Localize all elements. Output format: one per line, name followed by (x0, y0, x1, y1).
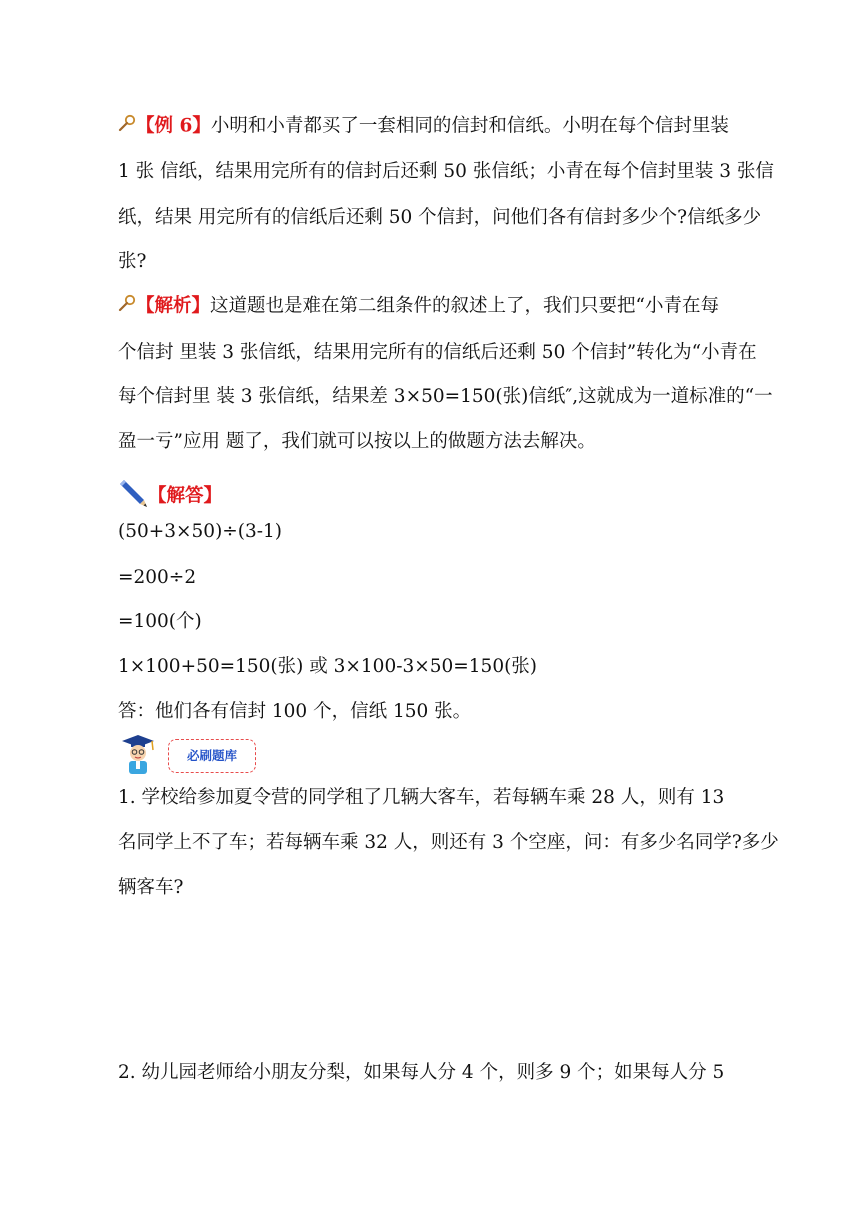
analysis-line-3: 每个信封里 装 3 张信纸，结果差 3×50=150(张)信纸″,这就成为一道标准的“一 (118, 386, 773, 407)
question-1-line-1 (118, 786, 782, 810)
answer-tag: 【解答】 (148, 485, 223, 507)
example-line-4: 张? (118, 251, 147, 272)
answer-step-2: =200÷2 (118, 567, 197, 588)
analysis-tag: 【解析】 (136, 295, 211, 317)
magnifier-icon (118, 294, 136, 319)
example-text: 小明和小青都买了一套相同的信封和信纸。小明在每个信封里装 (210, 115, 729, 137)
practice-bank-badge: 必刷题库 (168, 739, 256, 773)
analysis-text: 这道题也是难在第二组条件的叙述上了，我们只要把“小青在每 (210, 295, 719, 317)
example-line-3: 纸，结果 用完所有的信纸后还剩 50 个信封，问他们各有信封多少个?信纸多少 (118, 207, 762, 228)
analysis-line-1 (118, 294, 719, 319)
answer-step-4: 1×100+50=150(张) 或 3×100-3×50=150(张) (118, 656, 538, 677)
answer-step-1: (50+3×50)÷(3-1) (118, 521, 283, 542)
pencil-icon (118, 478, 148, 515)
question-1-line-3: 辆客车? (118, 877, 184, 898)
example-line-2: 1 张 信纸，结果用完所有的信封后还剩 50 张信纸；小青在每个信封里装 3 张信 (118, 161, 774, 182)
answer-step-3: =100(个) (118, 611, 202, 632)
question-1-line-2: 名同学上不了车；若每辆车乘 32 人，则还有 3 个空座，问：有多少名同学?多少 (118, 832, 779, 853)
example-tag: 【例 6】 (136, 115, 211, 137)
answer-heading (118, 478, 222, 515)
magnifier-icon (118, 114, 136, 139)
analysis-line-2: 个信封 里装 3 张信纸，结果用完所有的信纸后还剩 50 个信封”转化为“小青在 (118, 342, 757, 363)
scholar-mascot-icon (118, 733, 158, 779)
answer-conclusion: 答：他们各有信封 100 个，信纸 150 张。 (118, 701, 472, 722)
question-1-text: 1. 学校给参加夏令营的同学租了几辆大客车，若每辆车乘 28 人，则有 13 (118, 787, 725, 808)
analysis-line-4: 盈一亏”应用 题了，我们就可以按以上的做题方法去解决。 (118, 431, 596, 452)
example-line-1 (118, 114, 729, 139)
question-2-line-1: 2. 幼儿园老师给小朋友分梨，如果每人分 4 个，则多 9 个；如果每人分 5 (118, 1062, 725, 1083)
